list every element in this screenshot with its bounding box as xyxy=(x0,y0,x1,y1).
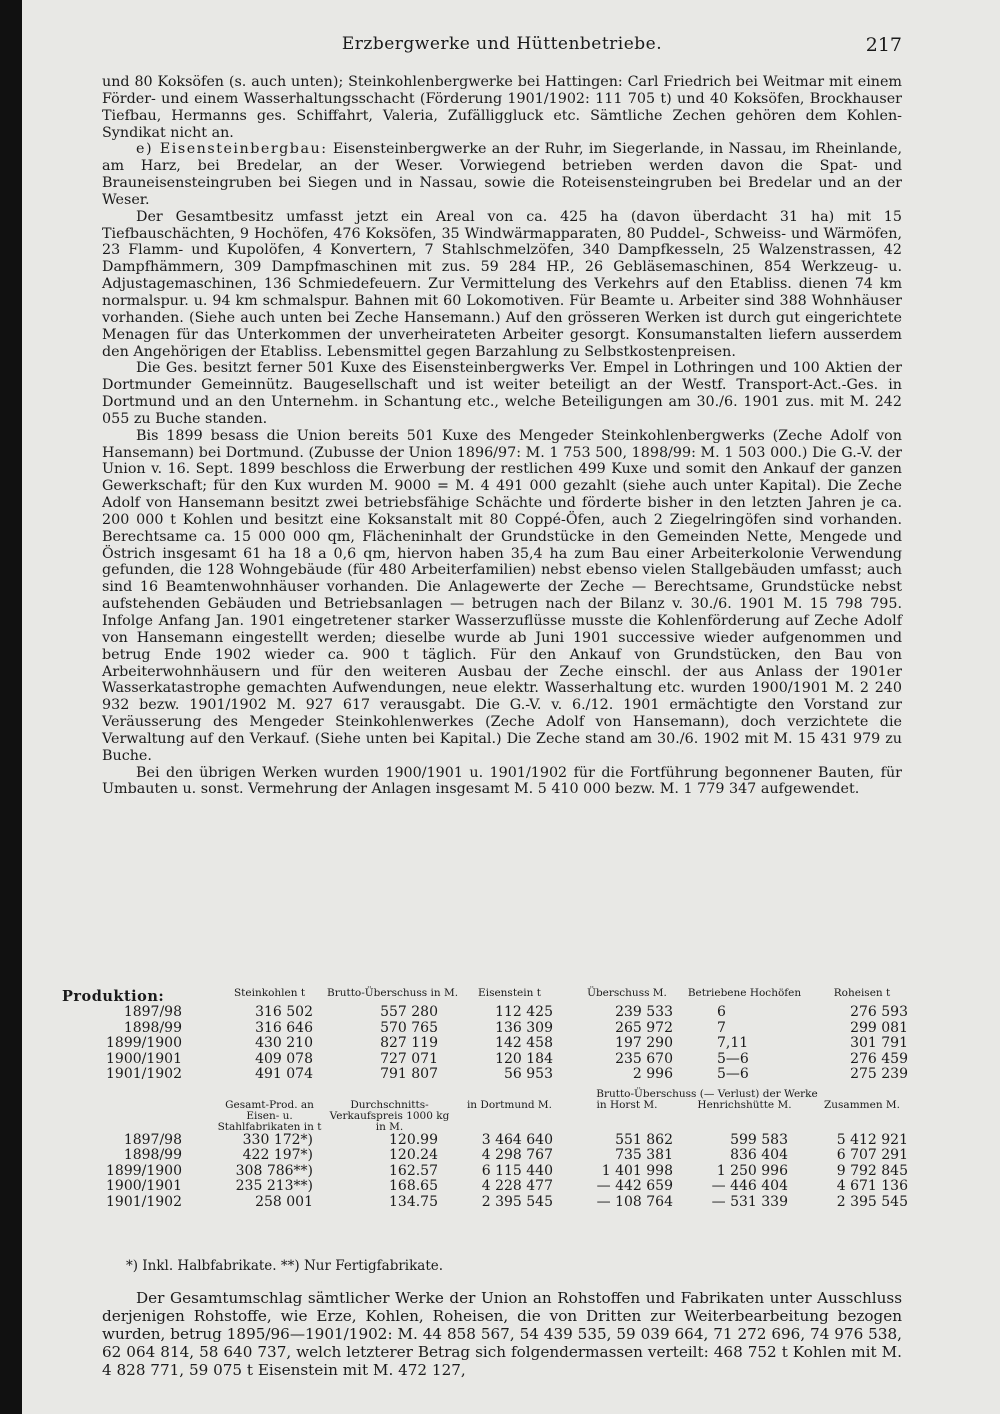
table-cell: 112 425 xyxy=(495,1004,553,1020)
table-cell: 56 953 xyxy=(504,1066,553,1082)
table-cell: 836 404 xyxy=(730,1147,788,1163)
table-cell: 276 593 xyxy=(850,1004,908,1020)
t2-group-header: Brutto-Überschuss (— Verlust) der Werke xyxy=(596,1087,818,1100)
table-cell: 142 458 xyxy=(495,1035,553,1051)
table-cell: 120 184 xyxy=(495,1050,553,1067)
table-cell: 6 xyxy=(717,1004,726,1020)
table-row xyxy=(62,1179,922,1195)
table-cell: 5 412 921 xyxy=(836,1131,909,1148)
row-year: 1900/1901 xyxy=(106,1178,182,1194)
table-cell: 316 502 xyxy=(255,1004,313,1020)
row-year: 1897/98 xyxy=(123,1131,182,1148)
table-cell: 2 395 545 xyxy=(836,1193,909,1210)
paragraph-3: Der Gesamtbesitz umfasst jetzt ein Areal von ca. 425 ha (davon überdacht 31 ha) mit 15 Tiefbauschächten, 9 Hochöfen, 476 Koksöfen, 35 Windwärmapparaten, 80 Puddel-, Schweiss- und Wärmöfen, 23 Flamm- und Kupolöfen, 4 Konvertern, 7 Stahlschmelzöfen, 340 Dampfkesseln, 25 Walzenstrassen, 42 Dampfhämmern, 309 Dampfmaschinen mit zus. 59 284 HP., 26 Gebläsemaschinen, 854 Werkzeug- u. Adjustagemaschinen, 136 Schmiedefeuern. Zur Vermittelung des Verkehrs auf den Etabliss. dienen 74 km normalspur. u. 94 km schmalspur. Bahnen mit 60 Lokomotiven. Für Beamte u. Arbeiter sind 388 Wohnhäuser vorhanden. (Siehe auch unten bei Zeche Hansemann.) Auf den grösseren Werken ist durch gut eingerichtete Menagen für das Unterkommen der unverheirateten Arbeiter gesorgt. Konsumanstalten liefern ausserdem den Angehörigen der Etabliss. Lebensmittel gegen Barzahlung zu Selbstkostenpreisen. xyxy=(102,208,902,360)
table-cell: 197 290 xyxy=(615,1035,673,1051)
row-year: 1898/99 xyxy=(123,1147,182,1163)
table-cell: 7,11 xyxy=(717,1035,749,1051)
table-cell: 599 583 xyxy=(730,1131,788,1148)
production-footnote: *) Inkl. Halbfabrikate. **) Nur Fertigfabrikate. xyxy=(126,1258,444,1274)
table-cell: 430 210 xyxy=(255,1035,313,1051)
table-cell: 258 001 xyxy=(255,1193,313,1210)
table-2-header-row xyxy=(62,1100,922,1133)
table-cell: 120.99 xyxy=(389,1131,438,1148)
table-row xyxy=(62,1148,922,1164)
table-row xyxy=(62,1067,922,1083)
document-page xyxy=(22,0,1000,1414)
row-year: 1898/99 xyxy=(123,1019,182,1036)
table-cell: 1 401 998 xyxy=(601,1162,673,1179)
closing-paragraph: Der Gesamtumschlag sämtlicher Werke der Union an Rohstoffen und Fabrikaten unter Ausschluss derjenigen Rohstoffe, wie Erze, Kohlen, Roheisen, die von Dritten zur Weiterbearbeitung bezogen wurden, betrug 1895/96—1901/1902: M. 44 858 567, 54 439 535, 59 039 664, 71 272 696, 74 976 538, 62 064 814, 58 640 737, welch letzterer Betrag sich folgendermassen verteilt: 468 752 t Kohlen mit M. 4 828 771, 59 075 t Eisenstein mit M. 472 127, xyxy=(102,1288,902,1379)
table-cell: 409 078 xyxy=(255,1050,313,1067)
production-table-1 xyxy=(62,988,922,1083)
production-tables xyxy=(62,988,922,1210)
page-number: 217 xyxy=(865,34,902,56)
table-row xyxy=(62,1195,922,1211)
table-row xyxy=(62,1005,922,1021)
paragraph-6: Bei den übrigen Werken wurden 1900/1901 u. 1901/1902 für die Fortführung begonnener Bauten, für Umbauten u. sonst. Vermehrung der Anlagen insgesamt M. 5 410 000 bezw. M. 1 779 347 aufgewendet. xyxy=(102,764,902,798)
table-cell: 330 172*) xyxy=(242,1131,313,1148)
table-cell: 735 381 xyxy=(615,1147,673,1163)
row-year: 1899/1900 xyxy=(106,1162,182,1179)
paragraph-2 xyxy=(102,141,902,208)
table-cell: — 108 764 xyxy=(596,1193,673,1210)
scan-edge xyxy=(0,0,22,1414)
table-2-group-row xyxy=(62,1089,922,1100)
t2-header-2: in Dortmund M. xyxy=(466,1098,553,1111)
row-year: 1897/98 xyxy=(123,1004,182,1020)
row-year: 1901/1902 xyxy=(106,1193,182,1210)
table-row xyxy=(62,1164,922,1180)
table-cell: 6 707 291 xyxy=(836,1147,909,1163)
table-cell: 557 280 xyxy=(380,1004,438,1020)
row-year: 1901/1902 xyxy=(106,1066,182,1082)
table-cell: 275 239 xyxy=(850,1066,908,1082)
table-cell: 4 298 767 xyxy=(481,1147,553,1163)
table-cell: 120.24 xyxy=(389,1147,438,1163)
table-cell: 422 197*) xyxy=(242,1147,313,1163)
table-cell: 3 464 640 xyxy=(481,1131,553,1148)
t2-header-0: Gesamt-Prod. an Eisen- u. Stahlfabrikaten in t xyxy=(217,1098,322,1133)
table-1-header-row xyxy=(62,988,922,1005)
table-cell: 162.57 xyxy=(389,1162,438,1179)
table-cell: 265 972 xyxy=(615,1019,673,1036)
production-label: Produktion: xyxy=(62,988,165,1005)
table-cell: 727 071 xyxy=(380,1050,438,1067)
table-cell: 6 115 440 xyxy=(481,1162,553,1179)
table-cell: 570 765 xyxy=(380,1019,438,1036)
table-cell: 301 791 xyxy=(850,1035,908,1051)
paragraph-2-label: e) Eisensteinbergbau: xyxy=(136,141,328,158)
table-cell: 235 670 xyxy=(615,1050,673,1067)
table-cell: 4 228 477 xyxy=(481,1178,553,1194)
table-cell: 5—6 xyxy=(717,1066,749,1082)
production-table-2 xyxy=(62,1089,922,1211)
table-cell: 827 119 xyxy=(380,1035,438,1051)
table-cell: 7 xyxy=(717,1019,726,1036)
table-row xyxy=(62,1021,922,1037)
table-cell: — 442 659 xyxy=(596,1178,673,1194)
row-year: 1899/1900 xyxy=(106,1035,182,1051)
t2-header-1: Durchschnitts-Verkaufspreis 1000 kg in M. xyxy=(329,1098,450,1133)
t1-header-4: Betriebene Hochöfen xyxy=(687,987,802,999)
paragraph-1: und 80 Koksöfen (s. auch unten); Steinkohlenbergwerke bei Hattingen: Carl Friedrich bei Weitmar mit einem Förder- und einem Wasserhaltungsschacht (Förderung 1901/1902: 111 705 t) und 40 Koksöfen, Brockhauser Tiefbau, Hermanns ges. Schiffahrt, Valeria, Zufälliggluck etc. Sämtliche Zechen gehören dem Kohlen-Syndikat nicht an. xyxy=(102,74,902,141)
closing-section xyxy=(102,1258,902,1379)
table-cell: 491 074 xyxy=(255,1066,313,1082)
table-cell: 5—6 xyxy=(717,1050,749,1067)
t2-header-4: Henrichshütte M. xyxy=(697,1098,792,1111)
table-cell: 2 395 545 xyxy=(481,1193,553,1210)
table-cell: 235 213**) xyxy=(235,1178,313,1194)
table-cell: 276 459 xyxy=(850,1050,908,1067)
page-header xyxy=(102,34,902,62)
table-cell: 9 792 845 xyxy=(836,1162,909,1179)
table-row xyxy=(62,1036,922,1052)
table-cell: 316 646 xyxy=(255,1019,313,1036)
t1-header-2: Eisenstein t xyxy=(478,987,541,999)
table-row xyxy=(62,1052,922,1068)
paragraph-5: Bis 1899 besass die Union bereits 501 Kuxe des Mengeder Steinkohlenbergwerks (Zeche Adolf von Hansemann) bei Dortmund. (Zubusse der Union 1896/97: M. 1 753 500, 1898/99: M. 1 503 000.) Die G.-V. der Union v. 16. Sept. 1899 beschloss die Erwerbung der restlichen 499 Kuxe und somit den Ankauf der ganzen Gewerkschaft; für den Kux wurden M. 9000 = M. 4 491 000 gezahlt (siehe auch unter Kapital). Die Zeche Adolf von Hansemann besitzt zwei betriebsfähige Schächte und förderte bisher in den letzten Jahren je ca. 200 000 t Kohlen und besitzt eine Koksanstalt mit 80 Coppé-Öfen, auch 2 Ziegelringöfen sind vorhanden. Berechtsame ca. 15 000 000 qm, Flächeninhalt der Grundstücke in den Gemeinden Nette, Mengede und Östrich insgesamt 61 ha 18 a 0,6 qm, hiervon haben 35,4 ha zum Bau einer Arbeiterkolonie Verwendung gefunden, die 128 Wohngebäude (für 480 Arbeiterfamilien) nebst ebenso vielen Stallgebäuden umfasst; auch sind 16 Beamtenwohnhäuser vorhanden. Die Anlagewerte der Zeche — Berechtsame, Grundstücke nebst aufstehenden Gebäuden und Betriebsanlagen — betrugen nach der Bilanz v. 30./6. 1901 M. 15 798 795. Infolge Anfang Jan. 1901 eingetretener starker Wasserzuflüsse musste die Kohlenförderung auf Zeche Adolf von Hansemann eingestellt werden; dieselbe wurde ab Juni 1901 successive wieder aufgenommen und betrug Ende 1902 wieder ca. 900 t täglich. Für den Ankauf von Grundstücken, den Bau von Arbeiterwohnhäusern und für den weiteren Ausbau der Zeche einschl. der aus Anlass der 1901er Wasserkatastrophe gemachten Aufwendungen, neue elektr. Wasserhaltung etc. wurden 1900/1901 M. 2 240 932 bezw. 1901/1902 M. 927 617 verausgabt. Die G.-V. v. 6./12. 1901 ermächtigte den Vorstand zur Veräusserung des Mengeder Steinkohlenwerkes (Zeche Adolf von Hansemann), doch verzichtete die Verwaltung auf den Verkauf. (Siehe unten bei Kapital.) Die Zeche stand am 30./6. 1902 mit M. 15 431 979 zu Buche. xyxy=(102,427,902,764)
table-cell: 551 862 xyxy=(615,1131,673,1148)
t1-header-3: Überschuss M. xyxy=(587,987,667,999)
t2-header-3: in Horst M. xyxy=(596,1098,658,1111)
table-cell: 4 671 136 xyxy=(836,1178,909,1194)
t2-header-5: Zusammen M. xyxy=(823,1098,901,1111)
table-cell: 168.65 xyxy=(389,1178,438,1194)
table-cell: 2 996 xyxy=(632,1066,673,1082)
t1-header-0: Steinkohlen t xyxy=(233,987,306,999)
t1-header-1: Brutto-Überschuss in M. xyxy=(327,987,459,999)
paragraph-2-text: Eisensteinbergwerke an der Ruhr, im Siegerlande, in Nassau, im Rheinlande, am Harz, bei Bredelar, an der Weser. Vorwiegend betrieben werden davon die Spat- und Brauneisensteingruben bei Siegen und in Nassau, sowie die Roteisensteingruben bei Bredelar und an der Weser. xyxy=(102,141,902,208)
paragraph-4: Die Ges. besitzt ferner 501 Kuxe des Eisensteinbergwerks Ver. Empel in Lothringen und 100 Aktien der Dortmunder Gemeinnütz. Baugesellschaft und ist weiter beteiligt an der Westf. Transport-Act.-Ges. in Dortmund und an den Unternehm. in Schantung etc., welche Beteiligungen am 30./6. 1901 zus. mit M. 242 055 zu Buche standen. xyxy=(102,360,902,427)
table-cell: 308 786**) xyxy=(235,1162,313,1179)
row-year: 1900/1901 xyxy=(106,1050,182,1067)
table-cell: — 531 339 xyxy=(711,1193,788,1210)
table-cell: 239 533 xyxy=(615,1004,673,1020)
table-row xyxy=(62,1133,922,1149)
running-title: Erzbergwerke und Hüttenbetriebe. xyxy=(341,34,663,54)
t1-header-5: Roheisen t xyxy=(833,987,891,999)
table-cell: 134.75 xyxy=(389,1193,438,1210)
table-cell: 136 309 xyxy=(495,1019,553,1036)
table-cell: 791 807 xyxy=(380,1066,438,1082)
table-cell: 1 250 996 xyxy=(716,1162,788,1179)
table-cell: — 446 404 xyxy=(711,1178,788,1194)
body-text xyxy=(102,74,902,798)
table-cell: 299 081 xyxy=(850,1019,908,1036)
